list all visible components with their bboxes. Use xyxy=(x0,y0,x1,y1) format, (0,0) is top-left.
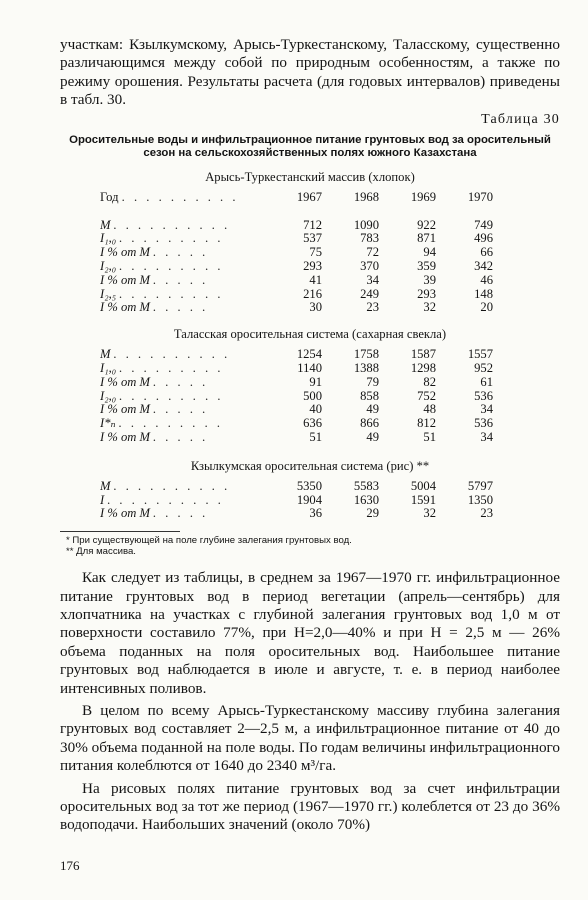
footnote: ** Для массива. xyxy=(66,546,136,558)
row-label: I % от M xyxy=(100,403,151,417)
table-cell: 32 xyxy=(423,300,436,315)
table-cell: 1758 xyxy=(353,347,379,362)
table-cell: 858 xyxy=(360,388,379,403)
table-cell: 1388 xyxy=(353,361,379,375)
table-cell: 49 xyxy=(366,429,379,444)
table-row: M . . . . . . . . . . 5350 5583 5004 5797 xyxy=(100,478,493,493)
table-cell: 91 xyxy=(309,374,322,389)
row-label: I xyxy=(100,493,105,507)
table-cell: 1254 xyxy=(296,347,322,362)
row-label: I₂,₅ xyxy=(100,287,117,301)
table-cell: 1090 xyxy=(353,217,379,232)
table-cell: 23 xyxy=(480,506,493,521)
footnote: * При существующей на поле глубине залегания грунтовых вод. xyxy=(66,535,352,547)
body-paragraph: В целом по всему Арысь-Туркестанскому массиву глубина залегания грунтовых вод составляет 2—2,5 м, а инфильтрационное питание от 40 до 30% объема поданной на поле воды. По годам величины инфильтрационного питания колеблются от 1640 до 2340 м³/га. xyxy=(60,702,560,775)
table-cell: 41 xyxy=(309,272,322,287)
table-row: I . . . . . . . . . . 1904 1630 1591 1350 xyxy=(100,492,493,507)
table-cell: 1587 xyxy=(410,347,436,362)
header-label-cell: Год . . . . . . . . . . xyxy=(100,191,239,205)
table-row: I % от M . . . . . 30 23 32 20 xyxy=(100,300,493,315)
table-cell: 922 xyxy=(417,217,436,232)
row-label: I₁,₀ xyxy=(100,232,117,246)
table-row: I₂,₀ . . . . . . . . . 293 370 359 342 xyxy=(100,259,493,274)
year-cell: 1970 xyxy=(467,190,493,205)
row-label: I₂,₀ xyxy=(100,389,117,403)
table-cell: 216 xyxy=(303,286,322,301)
table-cell: 293 xyxy=(303,259,322,274)
table-cell: 712 xyxy=(303,217,322,232)
year-cell: 1969 xyxy=(410,190,436,205)
table-cell: 5350 xyxy=(296,478,322,493)
table-cell: 72 xyxy=(366,245,379,260)
table-cell: 536 xyxy=(474,388,493,403)
page-content xyxy=(60,36,560,835)
section-title-kzylkum: Кзылкумская оросительная система (рис) ** xyxy=(190,458,430,473)
table-caption: Оросительные воды и инфильтрационное питание грунтовых вод за оросительный сезон на сельскохозяйственных полях южного Казахстана xyxy=(69,133,551,159)
table-cell: 359 xyxy=(417,259,436,274)
table-cell: 1140 xyxy=(297,361,322,375)
body-paragraph: На рисовых полях питание грунтовых вод за счет инфильтрации оросительных вод за тот же период (1967—1970 гг.) колеблется от 23 до 36% водоподачи. Наибольших значений (около 70%) xyxy=(60,779,560,834)
row-label: I % от M xyxy=(100,246,151,260)
row-label: I % от M xyxy=(100,430,151,444)
table-cell: 40 xyxy=(309,402,322,417)
table-cell: 1350 xyxy=(467,492,493,507)
row-label: I₂,₀ xyxy=(100,260,117,274)
table-row: I % от M . . . . . 36 29 32 23 xyxy=(100,506,493,521)
section-title-talas: Таласская оросительная система (сахарная свекла) xyxy=(173,327,447,342)
table-cell: 783 xyxy=(360,231,379,246)
intro-paragraph: участкам: Кзылкумскому, Арысь-Туркестанскому, Таласскому, существенно различающимся между собой по природным особенностям, а также по режиму орошения. Результаты расчета (для годовых интервалов) приведены в табл. 30. xyxy=(60,36,560,109)
table-cell: 30 xyxy=(309,300,322,315)
table-cell: 5004 xyxy=(410,478,436,493)
table-cell: 36 xyxy=(309,506,322,521)
year-cell: 1967 xyxy=(296,190,322,205)
table-cell: 46 xyxy=(480,272,493,287)
table-row: M . . . . . . . . . . 712 1090 922 749 xyxy=(100,217,493,232)
footnotes xyxy=(60,531,560,557)
table-cell: 1904 xyxy=(296,492,322,507)
body-paragraph: Как следует из таблицы, в среднем за 1967—1970 гг. инфильтрационное питание грунтовых вод в период вегетации (апрель—сентябрь) для хлопчатника на участках с глубиной залегания грунтовых вод 1,0 м от поверхности составило 77%, при H=2,0—40% и при H = 2,5 м — 26% объема поданных на поля оросительных вод. Наибольшее питание грунтовых вод наблюдается в июле и августе, т. е. в период наиболее интенсивных поливов. xyxy=(60,569,560,697)
table-row: I % от M . . . . . 41 34 39 46 xyxy=(100,272,493,287)
table-cell: 82 xyxy=(423,374,436,389)
table-row: I₂,₀ . . . . . . . . . 500 858 752 536 xyxy=(100,388,493,403)
table-cell: 249 xyxy=(360,286,379,301)
table-cell: 39 xyxy=(423,272,436,287)
table-cell: 1591 xyxy=(410,492,436,507)
table-cell: 32 xyxy=(423,506,436,521)
table-row: I₁,₀ . . . . . . . . . 1140 1388 1298 952 xyxy=(100,361,493,375)
table-cell: 536 xyxy=(474,416,493,431)
table-row: I₂,₅ . . . . . . . . . 216 249 293 148 xyxy=(100,286,493,301)
row-label: M xyxy=(100,479,111,493)
table-cell: 871 xyxy=(417,231,436,246)
data-table-kzylkum xyxy=(100,480,493,521)
table-cell: 636 xyxy=(303,416,322,431)
table-cell: 866 xyxy=(360,416,379,431)
table-cell: 34 xyxy=(480,429,493,444)
table-cell: 1298 xyxy=(410,361,436,375)
table-cell: 34 xyxy=(366,272,379,287)
footnote-divider xyxy=(60,531,180,532)
table-cell: 48 xyxy=(423,402,436,417)
table-cell: 20 xyxy=(480,300,493,315)
row-label: M xyxy=(100,218,111,232)
table-cell: 34 xyxy=(480,402,493,417)
table-cell: 66 xyxy=(480,245,493,260)
table-cell: 23 xyxy=(366,300,379,315)
data-table-arys xyxy=(100,191,493,315)
table-cell: 51 xyxy=(309,429,322,444)
table-cell: 5583 xyxy=(353,478,379,493)
row-label: I % от M xyxy=(100,301,151,315)
table-header-row xyxy=(100,191,493,205)
row-label: I % от M xyxy=(100,273,151,287)
table-cell: 49 xyxy=(366,402,379,417)
page-number: 176 xyxy=(60,858,80,873)
table-row: I % от M . . . . . 75 72 94 66 xyxy=(100,245,493,260)
table-cell: 500 xyxy=(303,388,322,403)
table-row: M . . . . . . . . . . 1254 1758 1587 1557 xyxy=(100,347,493,362)
row-label: I₁,₀ xyxy=(100,362,117,375)
table-cell: 749 xyxy=(474,217,493,232)
table-cell: 293 xyxy=(417,286,436,301)
table-label: Таблица 30 xyxy=(481,111,560,127)
table-cell: 29 xyxy=(366,506,379,521)
row-label: I*ₙ xyxy=(100,417,116,431)
table-cell: 5797 xyxy=(467,478,493,493)
table-cell: 61 xyxy=(480,374,493,389)
table-row: I*ₙ . . . . . . . . . 636 866 812 536 xyxy=(100,416,493,431)
table-cell: 1557 xyxy=(467,347,493,362)
data-table-talas xyxy=(100,348,493,445)
table-row: I % от M . . . . . 40 49 48 34 xyxy=(100,402,493,417)
table-cell: 94 xyxy=(423,245,436,260)
row-label: I % от M xyxy=(100,507,151,521)
table-cell: 952 xyxy=(474,361,493,375)
table-cell: 752 xyxy=(417,388,436,403)
table-cell: 812 xyxy=(417,416,436,431)
table-cell: 148 xyxy=(474,286,493,301)
table-cell: 75 xyxy=(309,245,322,260)
table-cell: 51 xyxy=(423,429,436,444)
table-row: I % от M . . . . . 91 79 82 61 xyxy=(100,374,493,389)
table-row: I₁,₀ . . . . . . . . . 537 783 871 496 xyxy=(100,231,493,246)
table-row: I % от M . . . . . 51 49 51 34 xyxy=(100,429,493,444)
row-label: M xyxy=(100,348,111,362)
year-label: Год xyxy=(100,191,119,205)
table-cell: 1630 xyxy=(353,492,379,507)
year-cell: 1968 xyxy=(353,190,379,205)
table-cell: 342 xyxy=(474,259,493,274)
row-label: I % от M xyxy=(100,375,151,389)
table-cell: 537 xyxy=(303,231,322,246)
table-cell: 79 xyxy=(366,374,379,389)
table-cell: 496 xyxy=(474,231,493,246)
table-cell: 370 xyxy=(360,259,379,274)
section-title-arys: Арысь-Туркестанский массив (хлопок) xyxy=(205,170,415,185)
